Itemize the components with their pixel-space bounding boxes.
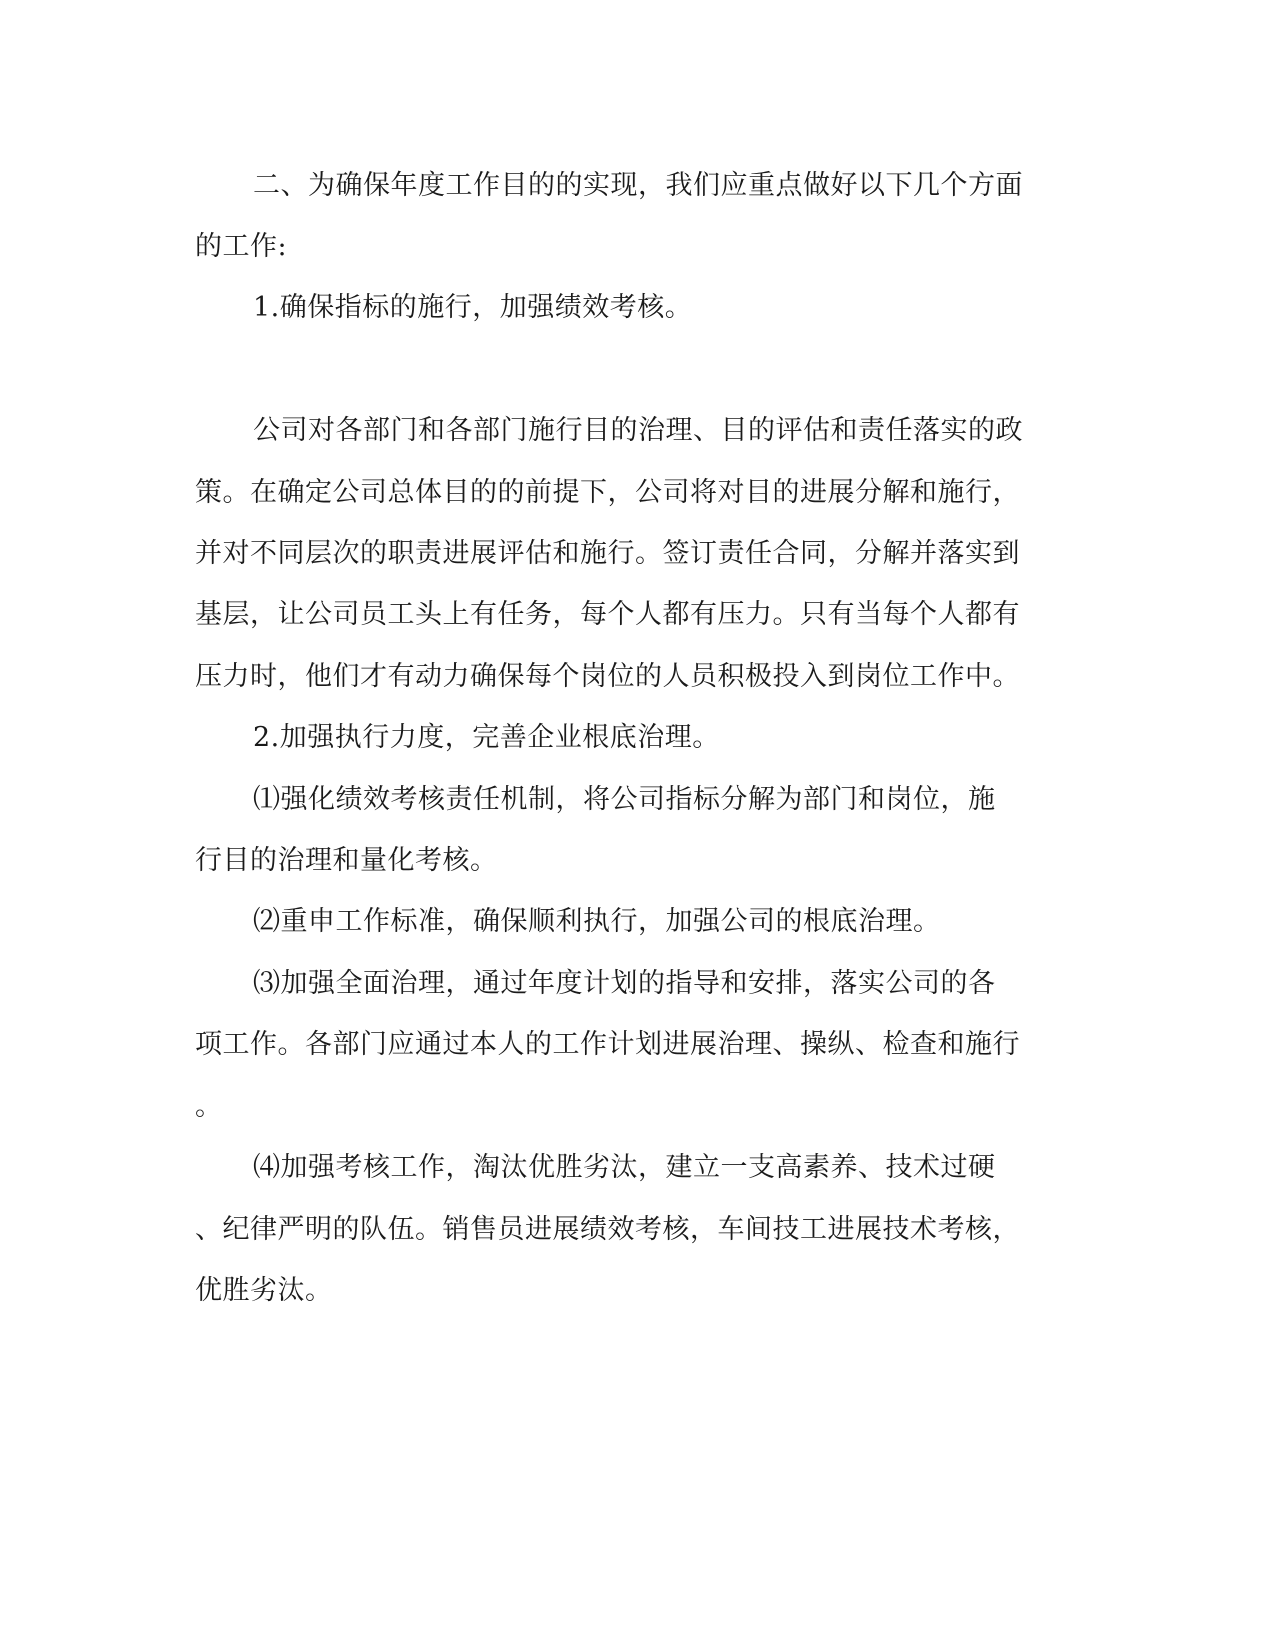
paragraph-line: 基层，让公司员工头上有任务，每个人都有压力。只有当每个人都有 [195,599,1020,630]
list-item-heading: 2.加强执行力度，完善企业根底治理。 [253,722,720,753]
sub-item-line: ⑶加强全面治理，通过年度计划的指导和安排，落实公司的各 [253,968,996,999]
sub-item-line: ⑴强化绩效考核责任机制，将公司指标分解为部门和岗位，施 [253,784,996,815]
sub-item-line: ⑵重申工作标准，确保顺利执行，加强公司的根底治理。 [253,906,941,937]
sub-item-line: 行目的治理和量化考核。 [195,845,498,876]
sub-item-line: 。 [195,1091,223,1122]
paragraph-line: 策。在确定公司总体目的的前提下，公司将对目的进展分解和施行， [195,477,1020,508]
paragraph-line: 并对不同层次的职责进展评估和施行。签订责任合同，分解并落实到 [195,538,1020,569]
sub-item-line: ⑷加强考核工作，淘汰优胜劣汰，建立一支高素养、技术过硬 [253,1152,996,1183]
list-item-heading: 1.确保指标的施行，加强绩效考核。 [253,292,693,323]
paragraph-line: 压力时，他们才有动力确保每个岗位的人员积极投入到岗位工作中。 [195,661,1020,692]
paragraph-line: 二、为确保年度工作目的的实现，我们应重点做好以下几个方面 [253,170,1023,201]
paragraph-line: 的工作: [195,231,288,262]
sub-item-line: 优胜劣汰。 [195,1275,333,1306]
paragraph-line: 公司对各部门和各部门施行目的治理、目的评估和责任落实的政 [253,415,1023,446]
sub-item-line: 、纪律严明的队伍。销售员进展绩效考核，车间技工进展技术考核， [195,1214,1020,1245]
sub-item-line: 项工作。各部门应通过本人的工作计划进展治理、操纵、检查和施行 [195,1029,1020,1060]
